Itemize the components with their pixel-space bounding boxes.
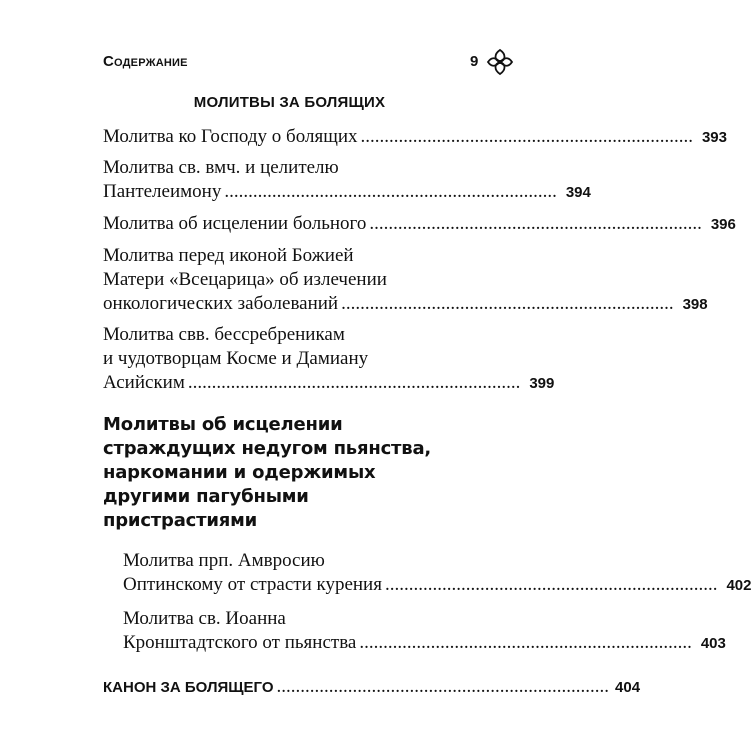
toc-entry-title-line: Молитва перед иконой Божией: [103, 245, 354, 266]
group-heading-line: наркомании и одержимых: [103, 462, 376, 483]
toc-entry-page: 398: [682, 296, 708, 313]
toc-entry-page: 393: [701, 129, 727, 146]
toc-entry-title-line: Молитва свв. бессребреникам: [103, 324, 345, 345]
toc-entry[interactable]: [103, 125, 727, 150]
group-heading-line: Молитвы об исцелении: [103, 414, 343, 435]
dot-leader: ......................................................................: [187, 372, 521, 393]
dot-leader: ......................................................................: [369, 213, 702, 234]
dot-leader: ......................................................................: [341, 293, 674, 314]
running-header-page-number: 9: [470, 53, 479, 70]
group-heading-line: пристрастиями: [103, 510, 258, 531]
toc-entry-title: Асийским: [103, 372, 185, 393]
toc-entry-page: 394: [565, 184, 591, 201]
toc-entry-canon[interactable]: [103, 676, 641, 698]
group-heading: [103, 413, 473, 533]
toc-entry-title-line: Матери «Всецарица» об излечении: [103, 269, 387, 290]
toc-entry-title: Кронштадтского от пьянства: [123, 632, 357, 653]
dot-leader: ......................................................................: [384, 574, 718, 595]
toc-entry[interactable]: [103, 156, 591, 205]
dot-leader: ......................................................................: [360, 126, 693, 147]
toc-entry-title: Пантелеимону: [103, 181, 222, 202]
group-heading-line: другими пагубными: [103, 486, 309, 507]
toc-entry-title-line: Молитва прп. Амвросию: [123, 550, 325, 571]
dot-leader: ......................................................................: [224, 181, 557, 202]
toc-entry-title: Молитва об исцелении больного: [103, 213, 367, 234]
dot-leader: ......................................................................: [359, 632, 692, 653]
toc-entry-title: Оптинскому от страсти курения: [123, 574, 382, 595]
running-header-title: Содержание: [103, 53, 188, 70]
toc-entry-title-line: Молитва св. вмч. и целителю: [103, 157, 339, 178]
toc-entry-page: 402: [726, 577, 751, 594]
toc-entry-title: онкологических заболеваний: [103, 293, 339, 314]
toc-entry-page: 404: [615, 679, 641, 696]
toc-entry-title-line: и чудотворцам Косме и Дамиану: [103, 348, 369, 369]
toc-entry-page: 399: [529, 375, 555, 392]
section-heading: МОЛИТВЫ ЗА БОЛЯЩИХ: [193, 94, 386, 111]
toc-entry-title-line: Молитва св. Иоанна: [123, 608, 286, 629]
toc-entry-page: 396: [710, 216, 736, 233]
decorative-ornament-icon: [482, 44, 518, 80]
toc-subentry[interactable]: [123, 607, 726, 656]
toc-entry[interactable]: [103, 244, 708, 317]
toc-entry[interactable]: [103, 323, 555, 396]
toc-entry-page: 403: [700, 635, 726, 652]
group-heading-line: страждущих недугом пьянства,: [103, 438, 432, 459]
dot-leader: ......................................................................: [276, 676, 610, 697]
toc-entry-title: КАНОН ЗА БОЛЯЩЕГО: [103, 679, 274, 696]
toc-entry[interactable]: [103, 212, 736, 237]
toc-entry-title: Молитва ко Господу о болящих: [103, 126, 358, 147]
toc-subentry[interactable]: [123, 549, 751, 598]
